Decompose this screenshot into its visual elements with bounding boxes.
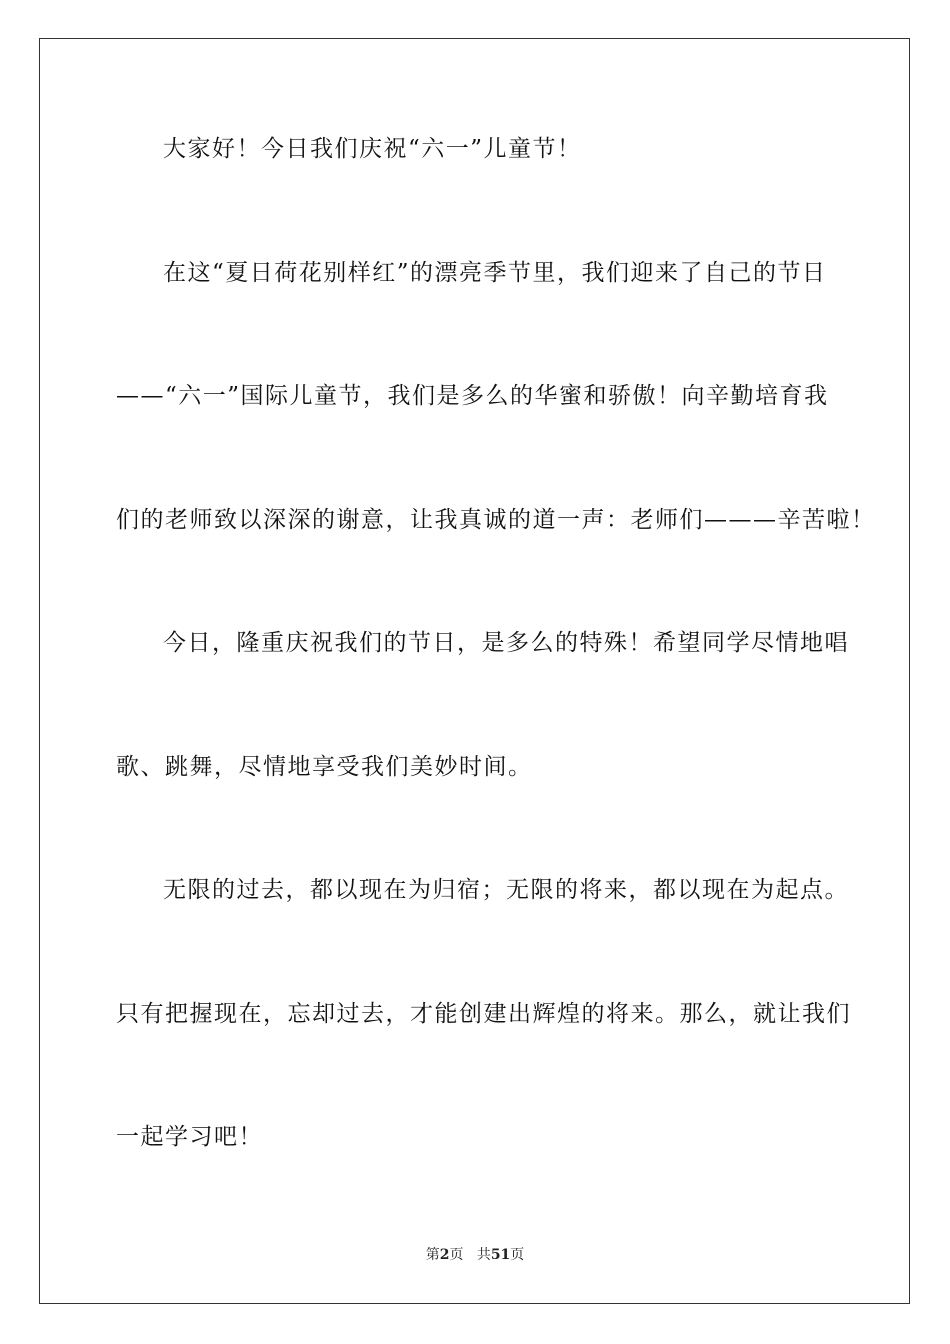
paragraph-line: 们的老师致以深深的谢意，让我真诚的道一声：老师们———辛苦啦！ <box>116 507 876 533</box>
paragraph-line: ——“六一”国际儿童节，我们是多么的华蜜和骄傲！向辛勤培育我 <box>116 383 829 409</box>
paragraph-line: 歌、跳舞，尽情地享受我们美妙时间。 <box>116 754 533 780</box>
page-footer <box>0 1246 950 1264</box>
page-prefix: 第 <box>425 1247 440 1263</box>
paragraph-line: 大家好！今日我们庆祝“六一”儿童节！ <box>163 136 582 162</box>
paragraph-line: 在这“夏日荷花别样红”的漂亮季节里，我们迎来了自己的节日 <box>163 260 827 286</box>
paragraph-line: 一起学习吧！ <box>116 1124 263 1150</box>
total-suffix: 页 <box>510 1247 525 1263</box>
page-number: 2 <box>439 1247 450 1263</box>
paragraph-line: 只有把握现在，忘却过去，才能创建出辉煌的将来。那么，就让我们 <box>116 1001 851 1027</box>
paragraph-line: 无限的过去，都以现在为归宿；无限的将来，都以现在为起点。 <box>163 877 849 903</box>
total-prefix: 共 <box>476 1247 491 1263</box>
page-suffix: 页 <box>449 1247 464 1263</box>
total-pages: 51 <box>490 1247 511 1263</box>
page-border <box>39 38 910 1304</box>
paragraph-line: 今日，隆重庆祝我们的节日，是多么的特殊！希望同学尽情地唱 <box>163 630 849 656</box>
